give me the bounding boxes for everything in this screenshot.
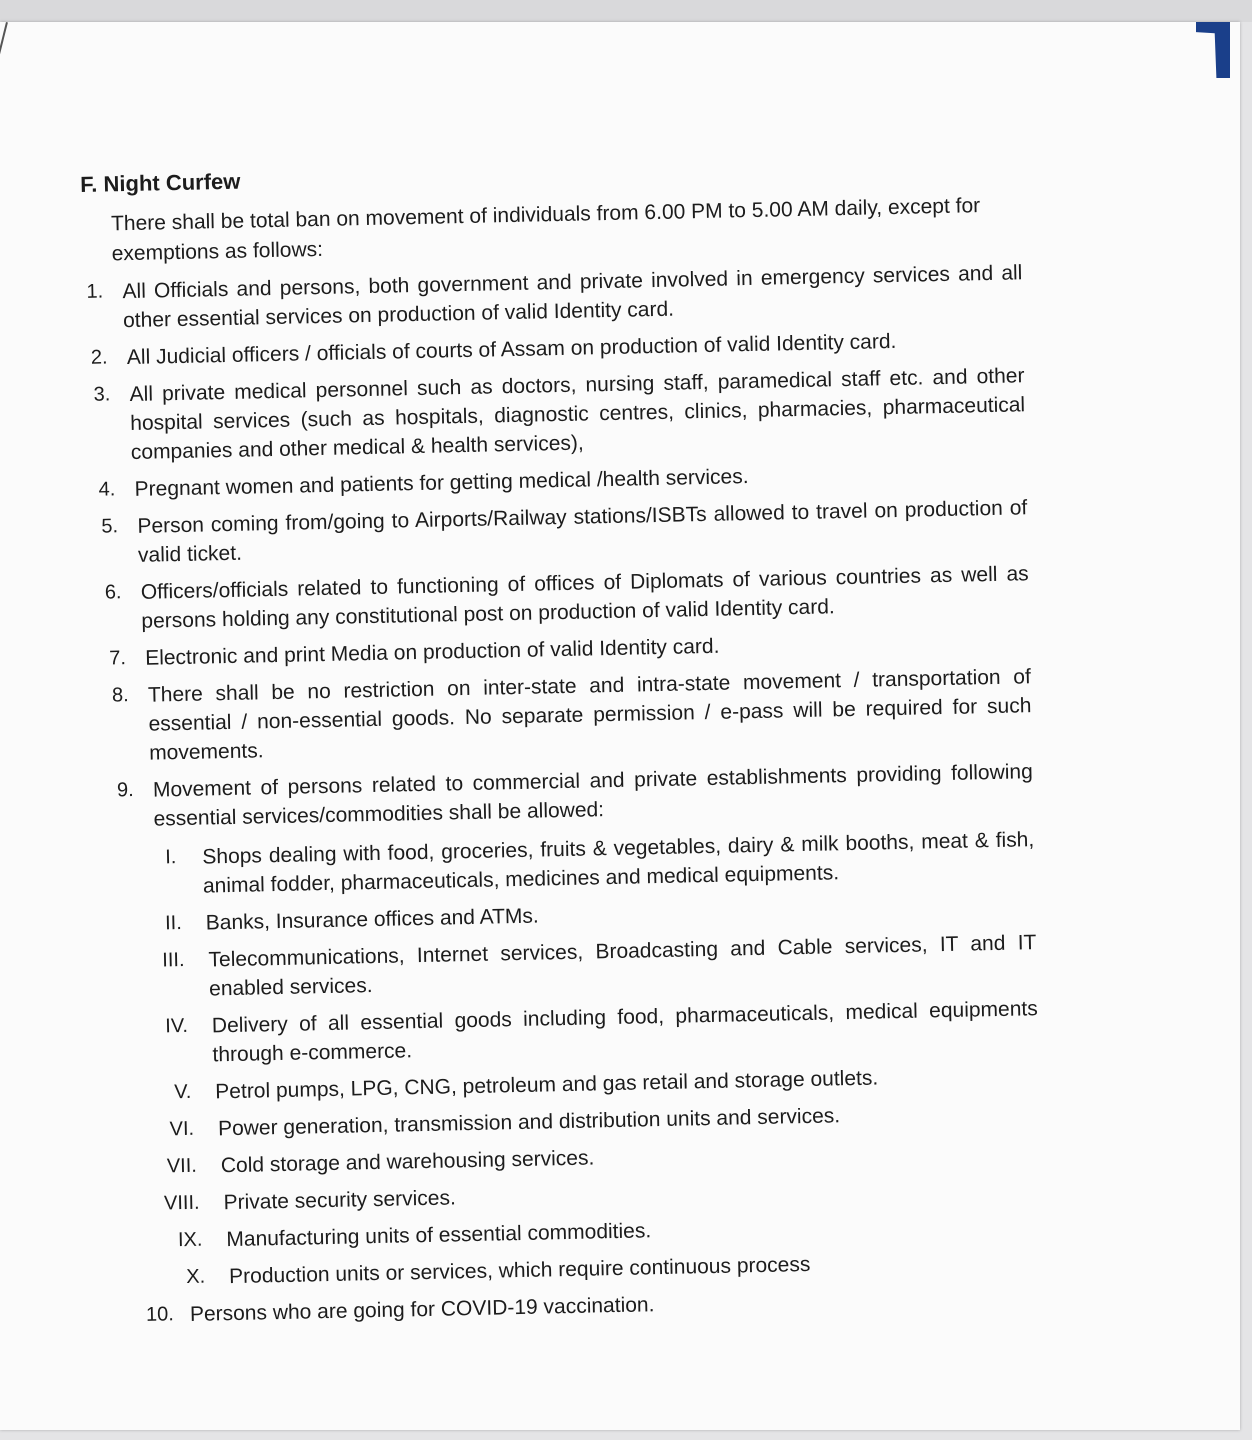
list-item-text: There shall be no restriction on inter-state and intra-state movement / transportation of essential / non-essential goods. No separate permission / e-pass will be required for such movements. xyxy=(147,665,1032,765)
list-item-text: Electronic and print Media on production of valid Identity card. xyxy=(144,634,720,670)
list-item xyxy=(93,757,1034,835)
sub-list-item xyxy=(94,825,1035,903)
sub-list-item-number: III. xyxy=(162,948,185,972)
list-item-text: All private medical personnel such as doctors, nursing staff, paramedical staff etc. and other hospital services (such as hospitals, diagnostic centres, clinics, pharmacies, pharmaceutical companies and other medical & health services), xyxy=(129,364,1026,464)
sub-list-item-number: X. xyxy=(186,1265,206,1289)
sub-list-item-text: Banks, Insurance offices and ATMs. xyxy=(205,904,539,935)
list-item-text: Persons who are going for COVID-19 vaccination. xyxy=(189,1293,655,1326)
sub-list-item-number: VIII. xyxy=(163,1191,200,1215)
page-edge-mark xyxy=(0,22,8,81)
section-heading: F. Night Curfew xyxy=(80,168,241,197)
sub-list-item-text: Petrol pumps, LPG, CNG, petroleum and gas retail and storage outlets. xyxy=(215,1066,879,1104)
sub-list-item-text: Telecommunications, Internet services, Broadcasting and Cable services, IT and IT enabled services. xyxy=(208,931,1037,1001)
sub-list-item xyxy=(96,928,1037,1006)
sub-list-item-number: I. xyxy=(165,846,177,869)
list-item-number: 7. xyxy=(108,647,127,670)
list-item xyxy=(89,559,1030,637)
sub-list-item-number: IV. xyxy=(165,1014,189,1038)
list-item-text: Person coming from/going to Airports/Railway stations/ISBTs allowed to travel on production of valid ticket. xyxy=(137,496,1028,567)
document-content xyxy=(80,152,1044,1338)
list-item xyxy=(84,361,1026,468)
sub-list-item-text: Cold storage and warehousing services. xyxy=(220,1146,595,1178)
sub-list-item-number: VII. xyxy=(166,1154,198,1178)
list-item-text: Movement of persons related to commercial and private establishments providing following essential services/commodities shall be allowed: xyxy=(152,760,1034,831)
list-item-number: 6. xyxy=(104,581,122,604)
sub-list-item-text: Power generation, transmission and distribution units and services. xyxy=(217,1104,841,1141)
sub-list-item-number: V. xyxy=(173,1080,192,1104)
list-item xyxy=(82,258,1023,336)
list-item-text: All Judicial officers / officials of courts of Assam on production of valid Identity card. xyxy=(126,329,897,370)
sub-list-item-text: Production units or services, which require continuous process xyxy=(228,1252,811,1289)
list-item-number: 2. xyxy=(90,346,108,369)
sub-list-item xyxy=(98,994,1039,1072)
list-item-number: 8. xyxy=(111,684,129,707)
list-item-number: 4. xyxy=(98,478,116,501)
viewer-top-strip xyxy=(0,0,1252,22)
sub-list-item-number: IX. xyxy=(177,1228,203,1252)
list-item xyxy=(91,662,1033,769)
list-item-number: 3. xyxy=(93,383,111,406)
document-page xyxy=(0,22,1240,1430)
sub-list-item-text: Delivery of all essential goods including food, pharmaceuticals, medical equipments through e-commerce. xyxy=(211,997,1038,1067)
corner-binder-mark xyxy=(1196,22,1230,78)
sub-list-item-number: VI. xyxy=(169,1117,195,1141)
sub-list-item-number: II. xyxy=(164,912,182,935)
list-item-number: 10. xyxy=(145,1303,174,1326)
list-item-text: All Officials and persons, both government and private involved in emergency services and all other essential services on production of valid Identity card. xyxy=(122,261,1023,333)
sub-list-item-text: Manufacturing units of essential commodities. xyxy=(226,1219,652,1252)
list-item xyxy=(87,493,1028,571)
sub-list-item-text: Private security services. xyxy=(223,1186,457,1215)
list-item-text: Pregnant women and patients for getting medical /health services. xyxy=(134,465,749,501)
list-item-number: 9. xyxy=(116,779,134,802)
list-item-number: 1. xyxy=(86,280,104,303)
list-item-number: 5. xyxy=(101,515,119,538)
sub-list-item-text: Shops dealing with food, groceries, fruits & vegetables, dairy & milk booths, meat & fish, animal fodder, pharmaceuticals, medicines and medical equipments. xyxy=(202,828,1035,898)
intro-paragraph: There shall be total ban on movement of individuals from 6.00 PM to 5.00 AM daily, except for exemptions as follows: xyxy=(110,194,981,266)
list-item-text: Officers/officials related to functioning of offices of Diplomats of various countries as well as persons holding any constitutional post on production of valid Identity card. xyxy=(140,562,1029,633)
